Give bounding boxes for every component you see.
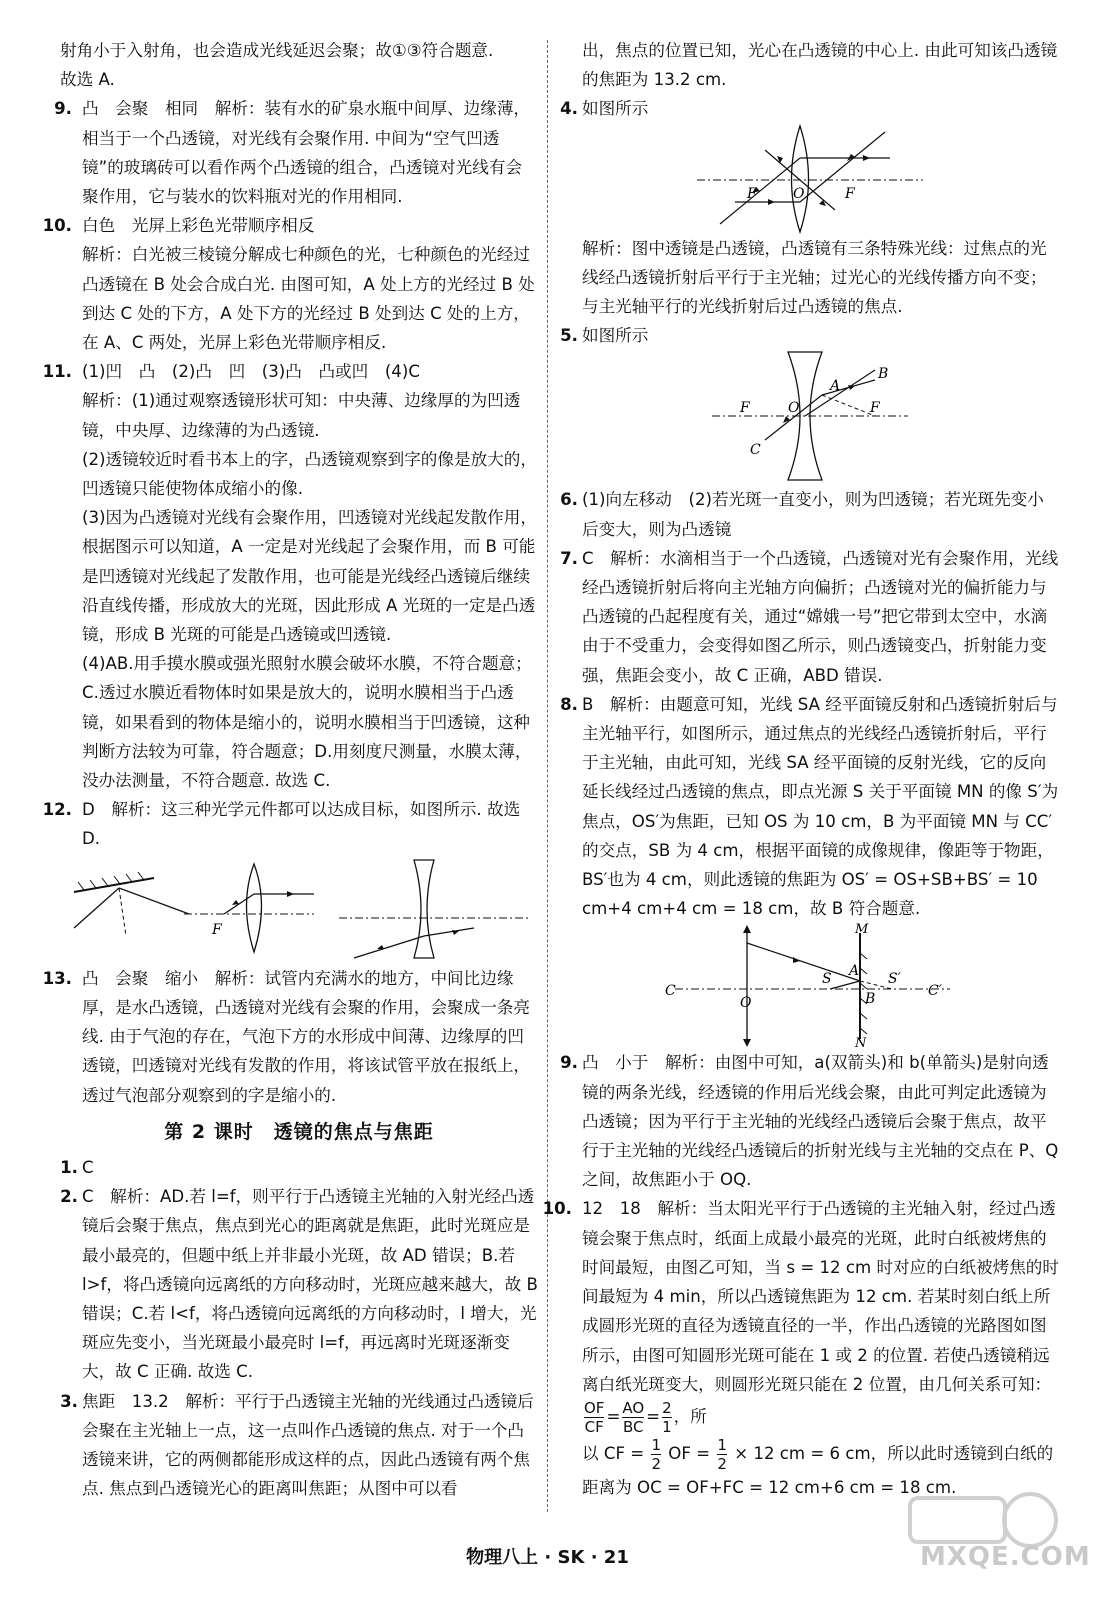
label-F-right: F xyxy=(845,185,855,202)
equals-sign: = xyxy=(646,1406,661,1426)
label-O: O xyxy=(793,185,805,202)
answer-item-3 xyxy=(60,1387,538,1504)
watermark-icon xyxy=(880,1490,1080,1550)
page-footer: 物理八上 · SK · 21 xyxy=(466,1547,629,1568)
watermark-logo xyxy=(880,1490,1091,1600)
fraction xyxy=(651,1436,661,1473)
answer-item-10 xyxy=(42,211,538,357)
answer-text: C 解析：水滴相当于一个凸透镜，凸透镜对光有会聚作用，光线经凸透镜折射后将向主光轴方向偏折；凸透镜对光的偏折能力与凸透镜的凸起程度有关，通过“嫦娥一号”把它带到太空中，水滴由于不受重力，会变得如图乙所示，则凸透镜变凸，折射能力变强，焦距会变小，故 C 正确，ABD 错误. xyxy=(582,548,1059,685)
fraction-denominator: 2 xyxy=(717,1454,727,1473)
answer-item-7 xyxy=(560,544,1060,690)
label-F-left: F xyxy=(747,185,757,202)
label-C: C xyxy=(665,983,676,1000)
item-number: 10. xyxy=(542,1199,572,1219)
answer-text: 凸 会聚 缩小 解析：试管内充满水的地方，中间比边缘厚，是水凸透镜，凸透镜对光线有会聚的作用，会聚成一条亮线. 由于气泡的存在，气泡下方的水形成中间薄、边缘厚的凹透镜，凹透镜对光线有发散的作用，将该试管平放在报纸上，透过气泡部分观察到的字是缩小的. xyxy=(82,968,531,1105)
answer-item-5 xyxy=(560,321,1060,350)
label-O: O xyxy=(740,995,752,1012)
item-number: 9. xyxy=(54,99,72,119)
answer-text: 如图所示 xyxy=(582,326,649,346)
explanation-text: (2)透镜较近时看书本上的字，凸透镜观察到字的像是放大的，凹透镜只能使物体成缩小的像. xyxy=(82,449,537,499)
item-number: 11. xyxy=(42,362,72,382)
item-number: 5. xyxy=(560,326,578,346)
answer-item-11 xyxy=(42,357,538,795)
answer-text: C xyxy=(82,1157,94,1177)
label-F: F xyxy=(212,921,222,938)
answer-text: (1)凹 凸 (2)凸 凹 (3)凸 凸或凹 (4)C xyxy=(82,362,420,382)
label-B: B xyxy=(865,991,876,1008)
label-F-left: F xyxy=(740,400,750,417)
figure-q12-optics xyxy=(64,854,534,964)
figure-concave-lens-rays xyxy=(710,350,910,485)
item-number: 6. xyxy=(560,490,578,510)
answer-item-12 xyxy=(42,795,538,853)
item-number: 9. xyxy=(560,1053,578,1073)
label-M: M xyxy=(855,923,869,938)
text-line: 射角小于入射角，也会造成光线延迟会聚；故①③符合题意. xyxy=(60,41,494,60)
fraction-denominator: 1 xyxy=(662,1417,672,1436)
answer-text: D 解析：这三种光学元件都可以达成目标，如图所示. 故选 D. xyxy=(82,800,521,849)
item-number: 3. xyxy=(60,1391,78,1411)
fraction-denominator: BC xyxy=(622,1417,644,1436)
fraction-numerator: 1 xyxy=(717,1435,727,1454)
explanation-text: (3)因为凸透镜对光线有会聚作用，凹透镜对光线起发散作用，根据图示可以知道，A 一定是对光线起了会聚作用，而 B 可能是凹透镜对光线起了发散作用，也可能是光线经凸透镜后继续沿直线传播，形成放大的光斑，因此形成 A 光斑的一定是凸透镜，形成 B 光斑的可能是凸透镜或凹透镜. xyxy=(82,508,537,645)
answer-text: 凸 会聚 相同 解析：装有水的矿泉水瓶中间厚、边缘薄，相当于一个凸透镜，对光线有会聚作用. 中间为“空气凹透镜”的玻璃砖可以看作两个凸透镜的组合，凸透镜对光线有会聚作用，它与装水的饮料瓶对光的作用相同. xyxy=(82,99,531,207)
fraction-numerator: 1 xyxy=(651,1435,662,1454)
answer-item-9 xyxy=(54,94,538,211)
text-fragment: × 12 cm = 6 cm，所以此时透镜到白纸的 xyxy=(734,1443,1054,1463)
explanation-text: (4)AB.用手摸水膜或强光照射水膜会破坏水膜，不符合题意；C.透过水膜近看物体时如果是放大的，说明水膜相当于凸透镜，如果看到的物体是缩小的，说明水膜相当于凹透镜，这种判断方法较为可靠，符合题意；D.用刻度尺测量，水膜太薄，没办法测量，不符合题意. 故选 C. xyxy=(82,654,532,791)
fraction-numerator: OF xyxy=(584,1398,605,1417)
answer-item-4 xyxy=(560,94,1060,123)
label-F-right: F xyxy=(870,400,880,417)
fraction xyxy=(662,1399,672,1436)
answer-item-13 xyxy=(42,964,538,1110)
label-A: A xyxy=(830,378,841,395)
answer-text: 凸 小于 解析：由图中可知，a(双箭头)和 b(单箭头)是射向透镜的两条光线，经透镜的作用后光线会聚，由此可判定此透镜为凸透镜；因为平行于主光轴的光线经凸透镜后会聚于焦点，故平行于主光轴的光线经凸透镜后的折射光线与主光轴的交点在 P、Q 之间，故焦距小于 OQ. xyxy=(582,1053,1059,1190)
figure-convex-lens-rays xyxy=(695,124,925,234)
text-fragment: OF = xyxy=(668,1443,711,1463)
answer-item-8 xyxy=(560,690,1060,924)
label-B: B xyxy=(878,366,889,383)
label-O: O xyxy=(788,400,800,417)
text-fragment: 以 CF = xyxy=(582,1443,645,1463)
fraction xyxy=(584,1399,604,1436)
label-A: A xyxy=(849,963,860,980)
answer-text: (1)向左移动 (2)若光斑一直变小，则为凹透镜；若光斑先变小后变大，则为凸透镜 xyxy=(582,490,1044,539)
equals-sign: = xyxy=(606,1406,621,1426)
answer-item-9 xyxy=(560,1048,1060,1194)
label-N: N xyxy=(855,1036,867,1049)
answer-item-6 xyxy=(560,485,1060,543)
fraction-denominator: 2 xyxy=(651,1454,662,1473)
fraction xyxy=(622,1399,644,1436)
fraction-numerator: 2 xyxy=(662,1398,672,1417)
item-number: 7. xyxy=(560,548,578,568)
label-S-prime: S′ xyxy=(888,971,901,988)
fraction-denominator: CF xyxy=(584,1417,604,1436)
answer-text xyxy=(582,1194,1060,1435)
answer-text: 白色 光屏上彩色光带顺序相反 xyxy=(82,216,315,236)
explanation-text: 解析：(1)通过观察透镜形状可知：中央薄、边缘厚的为凹透镜，中央厚、边缘薄的为凸透镜. xyxy=(82,391,521,440)
answer-text: B 解析：由题意可知，光线 SA 经平面镜反射和凸透镜折射后与主光轴平行，如图所示，通过焦点的光线经凸透镜折射后，平行于主光轴，由此可知，光线 SA 经平面镜的反射光线，它的反向延长线经过凸透镜的焦点，即点光源 S 关于平面镜 MN 的像 S′为焦点，OS′为焦距，已知 OS 为 10 cm，B 为平面镜 MN 与 CC′的交点，SB 为 4 cm，根据平面镜的成像规律，像距等于物距，BS′也为 4 cm，则此透镜的焦距为 OS′ = OS+SB+BS′ = 10 cm+4 cm+4 cm = 18 cm，故 B 符合题意. xyxy=(582,694,1059,919)
label-C-prime: C′ xyxy=(928,983,942,1000)
item-number: 2. xyxy=(60,1187,78,1207)
item-number: 10. xyxy=(42,216,72,236)
answer-text: 出，焦点的位置已知，光心在凸透镜的中心上. 由此可知该凸透镜的焦距为 13.2 cm. xyxy=(582,41,1058,90)
label-S: S xyxy=(822,971,832,988)
label-C: C xyxy=(750,442,761,459)
answer-item-1 xyxy=(60,1153,538,1182)
answer-text: 焦距 13.2 解析：平行于凸透镜主光轴的光线通过凸透镜后会聚在主光轴上一点，这一点叫作凸透镜的焦点. 对于一个凸透镜来讲，它的两侧都能形成这样的点，因此凸透镜有两个焦点. 焦点到凸透镜光心的距离叫焦距；从图中可以看 xyxy=(82,1391,534,1499)
column-divider xyxy=(547,40,548,1512)
explanation-text: 解析：白光被三棱镜分解成七种颜色的光，七种颜色的光经过凸透镜在 B 处会合成白光. 由图可知，A 处上方的光经过 B 处到达 C 处的下方，A 处下方的光经过 B 处到达 C 处的上方，在 A、C 两处，光屏上彩色光带顺序相反. xyxy=(82,245,535,353)
answer-text: C 解析：AD.若 l=f，则平行于凸透镜主光轴的入射光经凸透镜后会聚于焦点，焦点到光心的距离就是焦距，此时光斑应是最小最亮的，但题中纸上并非最小光斑，故 AD 错误；B.若l>f，将凸透镜向远离纸的方向移动时，光斑应越来越大，故 B 错误；C.若 l<f，将凸透镜向远离纸的方向移动时，l 增大，光斑应先变小，当光斑最小最亮时 l=f，再远离时光斑逐渐变大，故 C 正确. 故选 C. xyxy=(82,1187,538,1382)
watermark-text: MXQE.COM xyxy=(920,1542,1091,1572)
section-title: 第 2 课时 透镜的焦点与焦距 xyxy=(164,1120,434,1143)
answer-item-2 xyxy=(60,1182,538,1386)
explanation-text: 解析：图中透镜是凸透镜，凸透镜有三条特殊光线：过焦点的光线经凸透镜折射后平行于主光轴；过光心的光线传播方向不变；与主光轴平行的光线折射后过凸透镜的焦点. xyxy=(582,238,1047,317)
left-column xyxy=(42,36,538,1503)
answer-text-main: 12 18 解析：当太阳光平行于凸透镜的主光轴入射，经过凸透镜会聚于焦点时，纸面上成最小最亮的光斑，此时白纸被烤焦的时间最短，由图乙可知，当 s = 12 cm 时对应的白纸被烤焦的时间最短为 4 min，所以凸透镜焦距为 12 cm. 若某时刻白纸上所成圆形光斑的直径为透镜直径的一半，作出凸透镜的光路图如图所示，由图可知圆形光斑可能在 1 或 2 的位置. 若使凸透镜稍远离白纸光斑变大，则圆形光斑只能在 2 位置，由几何关系可知： xyxy=(582,1199,1059,1394)
answer-item-3-continued xyxy=(560,36,1060,94)
item-number: 4. xyxy=(560,99,578,119)
answer-text: 距离为 OC = OF+FC = 12 cm+6 cm = 18 cm. xyxy=(582,1477,957,1497)
fraction xyxy=(717,1436,727,1473)
item-number: 12. xyxy=(42,800,72,820)
answer-text: 如图所示 xyxy=(582,99,649,119)
fraction-numerator: AO xyxy=(622,1398,645,1417)
text-fragment: ，所 xyxy=(673,1406,707,1426)
item-number: 13. xyxy=(42,968,72,988)
answer-item-4-explain xyxy=(560,234,1060,322)
answer-item-10 xyxy=(542,1194,1060,1502)
item-number: 8. xyxy=(560,694,578,714)
item-number: 1. xyxy=(60,1157,78,1177)
right-column xyxy=(542,36,1060,1502)
answer-text xyxy=(582,1436,1060,1473)
figure-mirror-lens xyxy=(660,923,960,1048)
text-line: 故选 A. xyxy=(60,70,115,90)
